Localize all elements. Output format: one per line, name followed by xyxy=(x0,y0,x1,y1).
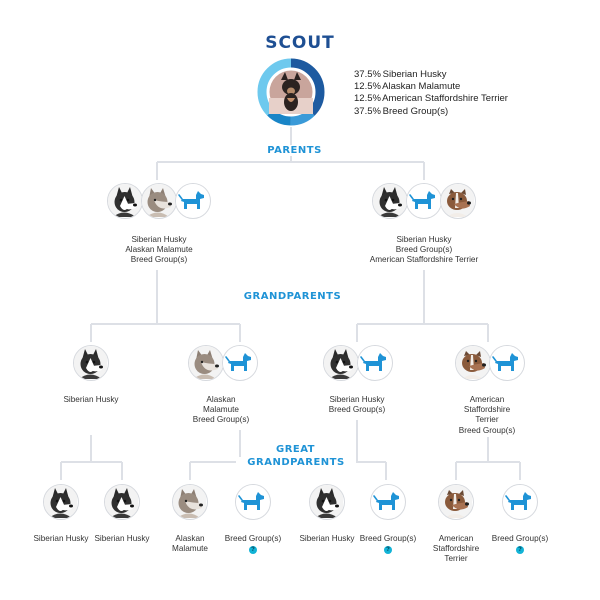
breed-group-dog-icon xyxy=(490,346,523,379)
breed-breakdown-legend xyxy=(354,69,508,118)
breed-group-dog-icon xyxy=(176,184,209,217)
breed-group-dog-icon xyxy=(236,485,269,518)
label-line: Terrier xyxy=(475,415,499,425)
great-grandparent-4-label xyxy=(217,534,289,544)
grandparent-2-malamute[interactable] xyxy=(188,345,224,381)
great-grandparent-1-husky[interactable] xyxy=(43,484,79,520)
grandparent-3-breed-group[interactable] xyxy=(357,345,393,381)
husky-portrait-icon xyxy=(105,485,138,518)
legend-pct: 12.5% xyxy=(354,81,381,93)
parent-right-breed-group[interactable] xyxy=(406,183,442,219)
parent-right-husky[interactable] xyxy=(372,183,408,219)
label-line: Staffordshire xyxy=(463,405,511,415)
grandparent-2-label xyxy=(181,395,261,426)
label-line: Alaskan xyxy=(206,395,236,404)
grandparent-1-husky[interactable] xyxy=(73,345,109,381)
grandparent-1-label xyxy=(51,395,131,405)
legend-row xyxy=(354,106,508,118)
great-grandparent-4-breed-group[interactable] xyxy=(235,484,271,520)
legend-row xyxy=(354,93,508,105)
label-line: Siberian Husky xyxy=(299,534,355,543)
breed-group-dog-icon xyxy=(358,346,391,379)
malamute-portrait-icon xyxy=(189,346,222,379)
label-line: Breed Group(s) xyxy=(359,534,417,543)
husky-portrait-icon xyxy=(74,346,107,379)
label-line: Staffordshire xyxy=(432,544,480,554)
husky-portrait-icon xyxy=(310,485,343,518)
label-line: Siberian Husky xyxy=(396,235,452,244)
great-grandparent-3-malamute[interactable] xyxy=(172,484,208,520)
breed-group-dog-icon xyxy=(371,485,404,518)
breed-breakdown-ring xyxy=(257,58,325,126)
label-line: Siberian Husky xyxy=(63,395,119,404)
label-line: American xyxy=(469,395,505,404)
label-line: Siberian Husky xyxy=(131,235,187,244)
legend-pct: 37.5% xyxy=(354,105,381,117)
legend-breed: Alaskan Malamute xyxy=(382,81,461,93)
great-grandparent-6-breed-group[interactable] xyxy=(370,484,406,520)
label-line: Breed Group(s) xyxy=(395,245,453,255)
label-line: Breed Group(s) xyxy=(224,534,282,543)
malamute-portrait-icon xyxy=(173,485,206,518)
parent-left-malamute[interactable] xyxy=(141,183,177,219)
husky-portrait-icon xyxy=(108,184,141,217)
label-line: Breed Group(s) xyxy=(192,415,250,425)
section-title-great: GREAT xyxy=(260,444,331,455)
help-badge[interactable]: ? xyxy=(384,546,392,554)
section-title-great-grandparents: GRANDPARENTS xyxy=(236,457,356,468)
grandparent-4-breed-group[interactable] xyxy=(489,345,525,381)
parent-right-staffordshire[interactable] xyxy=(440,183,476,219)
great-grandparent-2-label xyxy=(86,534,158,544)
label-line: Malamute xyxy=(203,405,239,415)
grandparent-3-label xyxy=(317,395,397,415)
grandparent-2-breed-group[interactable] xyxy=(222,345,258,381)
label-line: Alaskan Malamute xyxy=(125,245,193,255)
legend-breed: American Staffordshire Terrier xyxy=(382,93,508,105)
great-grandparent-5-husky[interactable] xyxy=(309,484,345,520)
breed-group-dog-icon xyxy=(223,346,256,379)
label-line: Siberian Husky xyxy=(33,534,89,543)
malamute-portrait-icon xyxy=(142,184,175,217)
husky-portrait-icon xyxy=(373,184,406,217)
dog-name-title: SCOUT xyxy=(265,33,335,53)
grandparent-3-husky[interactable] xyxy=(323,345,359,381)
legend-pct: 37.5% xyxy=(354,69,381,80)
label-line: Breed Group(s) xyxy=(328,405,386,415)
parent-left-label xyxy=(97,235,221,266)
great-grandparent-7-label xyxy=(418,534,494,565)
label-line: Siberian Husky xyxy=(329,395,385,404)
label-line: Terrier xyxy=(444,554,468,564)
label-line: Breed Group(s) xyxy=(491,534,549,543)
great-grandparent-8-label xyxy=(484,534,556,544)
parent-left-breed-group[interactable] xyxy=(175,183,211,219)
legend-breed: Siberian Husky xyxy=(382,69,447,80)
section-title-parents: PARENTS xyxy=(258,145,331,156)
legend-pct: 12.5% xyxy=(354,93,381,105)
grandparent-4-staffordshire[interactable] xyxy=(455,345,491,381)
legend-breed: Breed Group(s) xyxy=(382,105,449,117)
label-line: Breed Group(s) xyxy=(130,255,188,265)
label-line: Breed Group(s) xyxy=(458,425,516,435)
great-grandparent-2-husky[interactable] xyxy=(104,484,140,520)
label-line: American xyxy=(438,534,474,543)
great-grandparent-3-label xyxy=(154,534,226,554)
great-grandparent-6-label xyxy=(352,534,424,544)
label-line: American Staffordshire Terrier xyxy=(369,255,479,265)
label-line: Siberian Husky xyxy=(94,534,150,543)
dog-photo xyxy=(269,71,313,115)
parent-right-label xyxy=(354,235,494,266)
label-line: Alaskan xyxy=(175,534,205,543)
husky-portrait-icon xyxy=(44,485,77,518)
help-badge[interactable]: ? xyxy=(516,546,524,554)
legend-row xyxy=(354,81,508,93)
legend-row xyxy=(354,69,508,81)
breed-group-dog-icon xyxy=(503,485,536,518)
grandparent-4-label xyxy=(445,395,529,436)
staffordshire-portrait-icon xyxy=(439,485,472,518)
great-grandparent-8-breed-group[interactable] xyxy=(502,484,538,520)
section-title-grandparents: GRANDPARENTS xyxy=(236,291,349,302)
label-line: Malamute xyxy=(172,544,208,554)
great-grandparent-7-staffordshire[interactable] xyxy=(438,484,474,520)
staffordshire-portrait-icon xyxy=(441,184,474,217)
staffordshire-portrait-icon xyxy=(456,346,489,379)
help-badge[interactable]: ? xyxy=(249,546,257,554)
husky-portrait-icon xyxy=(324,346,357,379)
breed-group-dog-icon xyxy=(407,184,440,217)
parent-left-husky[interactable] xyxy=(107,183,143,219)
